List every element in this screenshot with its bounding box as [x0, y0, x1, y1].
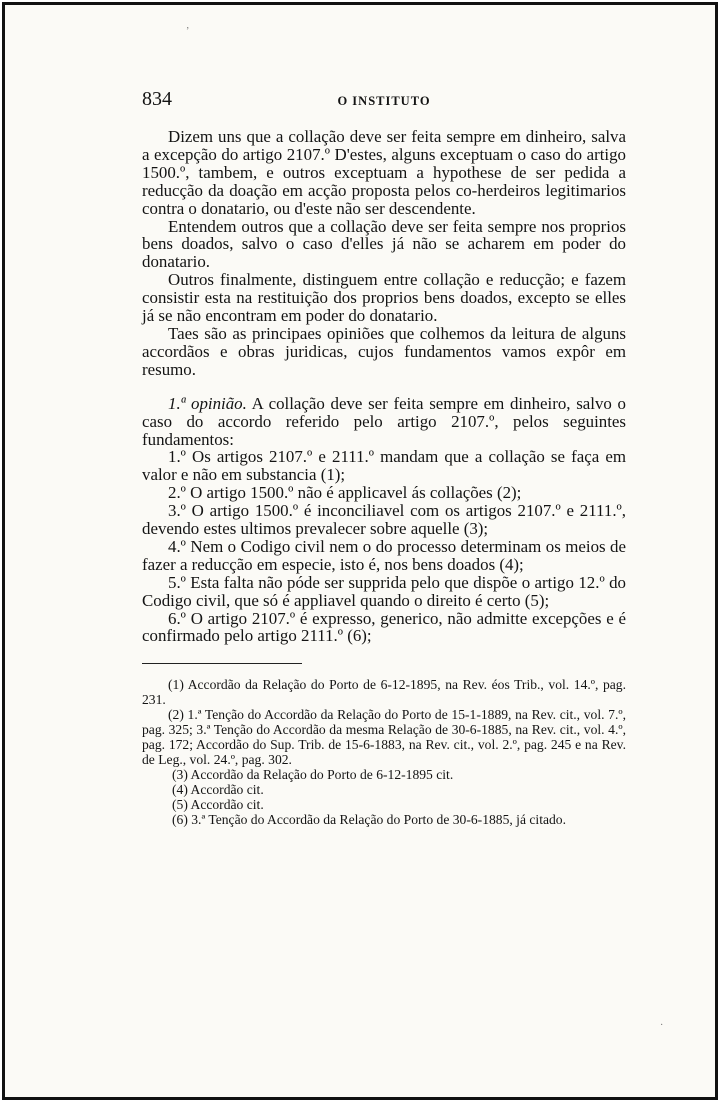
book-page — [142, 80, 626, 827]
footnote: (3) Accordão da Relação do Porto de 6-12-1895 cit. — [172, 766, 454, 782]
numbered-point: 2.º O artigo 1500.º não é applicavel ás collações (2); — [168, 483, 522, 503]
footnote-rule — [142, 663, 302, 664]
numbered-point: 4.º Nem o Codigo civil nem o do processo determinam os meios de fazer a reducção em especie, isto é, nos bens doados (4); — [142, 536, 626, 574]
footnote: (2) 1.ª Tenção do Accordão da Relação do Porto de 15-1-1889, na Rev. cit., vol. 7.º, pag. 325; 3.ª Tenção do Accordão da mesma Relação de 30-6-1885, na Rev. cit., vol. 4.º, pag. 172; Accordão do Sup. Trib. de 15-6-1883, na Rev. cit., vol. 2.º, pag. 245 e na Rev. de Leg., vol. 24.º, pag. 302. — [142, 707, 626, 767]
scan-speck: · — [660, 1020, 664, 1031]
scan-speck: ’ — [186, 26, 190, 37]
footnote: (5) Accordão cit. — [172, 796, 264, 812]
opinion-lead: 1.ª opinião. — [168, 393, 247, 413]
numbered-point: 1.º Os artigos 2107.º e 2111.º mandam que a collação se faça em valor e não em substancia (1); — [142, 447, 626, 485]
paragraph: Entendem outros que a collação deve ser feita sempre nos proprios bens doados, salvo o caso d'elles já não se acharem em poder do donatario. — [142, 216, 626, 272]
page-number: 834 — [142, 88, 172, 110]
running-title: O INSTITUTO — [337, 94, 431, 108]
footnote: (4) Accordão cit. — [172, 781, 264, 797]
paragraph: Taes são as principaes opiniões que colhemos da leitura de alguns accordãos e obras juridicas, cujos fundamentos vamos expôr em resumo. — [142, 323, 626, 379]
page-header — [142, 80, 626, 110]
footnote: (1) Accordão da Relação do Porto de 6-12-1895, na Rev. éos Trib., vol. 14.º, pag. 231. — [142, 677, 626, 708]
footnote: (6) 3.ª Tenção do Accordão da Relação do Porto de 30-6-1885, já citado. — [172, 811, 566, 827]
opinion-paragraph — [142, 395, 626, 449]
section-gap — [142, 379, 626, 395]
numbered-point: 6.º O artigo 2107.º é expresso, generico, não admitte excepções e é confirmado pelo artigo 2111.º (6); — [142, 608, 626, 646]
paragraph: Dizem uns que a collação deve ser feita sempre em dinheiro, salva a excepção do artigo 2107.º D'estes, alguns exceptuam o caso do artigo 1500.º, tambem, e outros exceptuam a hypothese de ser pedida a reducção da doação em acção proposta pelos co-herdeiros legitimarios contra o donatario, ou d'este não ser descendente. — [142, 127, 626, 218]
numbered-point: 5.º Esta falta não póde ser supprida pelo que dispõe o artigo 12.º do Codigo civil, que só é appliavel quando o direito é certo (5); — [142, 572, 626, 610]
paragraph: Outros finalmente, distinguem entre collação e reducção; e fazem consistir esta na restituição dos proprios bens doados, excepto se elles já se não encontram em poder do donatario. — [142, 270, 626, 326]
main-text — [142, 128, 626, 645]
numbered-point: 3.º O artigo 1500.º é inconciliavel com os artigos 2107.º e 2111.º, devendo estes ultimos prevalecer sobre aquelle (3); — [142, 501, 626, 539]
footnotes — [142, 678, 626, 827]
opinion-text: A collação deve ser feita sempre em dinheiro, salvo o caso do accordo referido pelo artigo 2107.º, pelos seguintes fundamentos: — [142, 393, 626, 449]
